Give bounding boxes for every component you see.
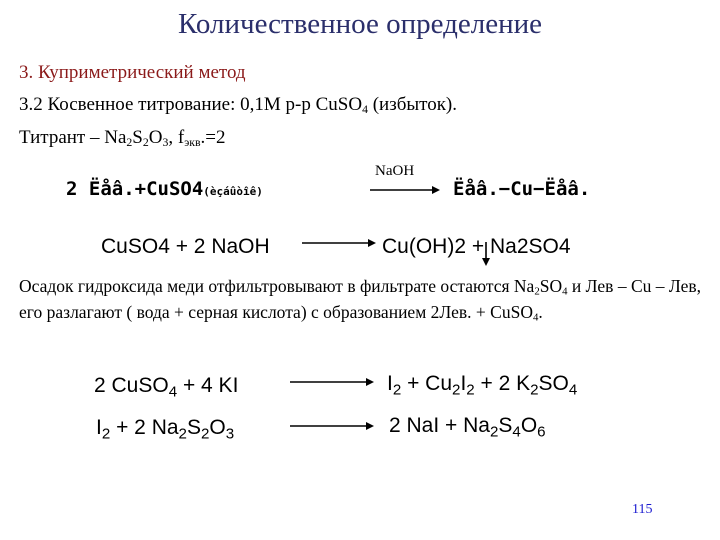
formula-part: + 2 Na bbox=[110, 416, 179, 439]
titrant-text: , f bbox=[168, 127, 185, 148]
formula-part: Cu(OH) bbox=[382, 235, 455, 258]
formula-sub: 4 bbox=[168, 383, 178, 401]
formula-part: CuSO bbox=[101, 235, 159, 258]
formula-sub: 2 bbox=[200, 425, 210, 443]
titrant-text: Титрант – Na bbox=[19, 127, 127, 148]
reaction1-left-sub: (èçáûòîê) bbox=[203, 185, 263, 198]
reaction1-left bbox=[66, 178, 263, 200]
formula-sub: 6 bbox=[537, 423, 546, 441]
paragraph-text: . bbox=[538, 302, 543, 322]
formula-part: 2 NaI + Na bbox=[389, 414, 490, 437]
formula-sub: 2 bbox=[392, 381, 402, 399]
formula-sub: 4 bbox=[568, 381, 578, 399]
titrant-text: .=2 bbox=[200, 127, 226, 148]
formula-part: 2 CuSO bbox=[94, 374, 169, 397]
sub: 4 bbox=[362, 102, 368, 116]
reaction2-right bbox=[382, 235, 571, 259]
page-number: 115 bbox=[632, 502, 653, 517]
formula-sub: 2 bbox=[466, 381, 475, 399]
titrant-text: O bbox=[148, 127, 163, 148]
formula-part: O bbox=[520, 414, 538, 437]
formula-part: I bbox=[387, 372, 393, 395]
formula-sub: 4 bbox=[558, 235, 571, 258]
formula-sub: 2 bbox=[452, 381, 461, 399]
formula-sub: 4 bbox=[512, 423, 521, 441]
reaction1-right: Ëåâ.−Cu−Ëåâ. bbox=[453, 178, 591, 200]
formula-part: + 2 K bbox=[474, 372, 531, 395]
paragraph-text: Осадок гидроксида меди отфильтровывают в фильтрате остаются Na bbox=[19, 276, 535, 296]
sub: экв bbox=[184, 135, 201, 149]
paragraph-text: SO bbox=[539, 276, 563, 296]
reaction4-left bbox=[96, 416, 235, 443]
reaction3-left bbox=[94, 374, 239, 401]
precipitate-arrow-icon bbox=[480, 242, 492, 266]
formula-part: S bbox=[498, 414, 513, 437]
formula-part: O bbox=[209, 416, 226, 439]
indirect-titration-line bbox=[19, 94, 457, 116]
formula-part: + 2 NaOH bbox=[169, 235, 270, 258]
reaction3-arrow-icon bbox=[290, 376, 374, 388]
formula-sub: 4 bbox=[158, 235, 170, 258]
titrant-line bbox=[19, 127, 226, 149]
formula-part: I bbox=[460, 372, 467, 395]
slide-title: Количественное определение bbox=[177, 8, 543, 40]
formula-part: SO bbox=[528, 235, 559, 258]
paragraph-text: и Лев – Cu – Лев, его разлагают ( вода + серная кислота) с образованием 2Лев. + CuSO bbox=[19, 276, 702, 322]
reaction2-left bbox=[101, 235, 270, 259]
reaction4-right bbox=[389, 414, 546, 441]
sub: 2 bbox=[126, 135, 133, 149]
indirect-titration-suffix: (избыток). bbox=[367, 94, 458, 115]
formula-part: SO bbox=[538, 372, 569, 395]
formula-sub: 3 bbox=[225, 425, 235, 443]
explanation-paragraph bbox=[19, 273, 709, 325]
sub: 2 bbox=[142, 135, 149, 149]
sub: 2 bbox=[534, 285, 540, 298]
formula-sub: 2 bbox=[530, 381, 539, 399]
formula-sub: 2 bbox=[516, 235, 529, 258]
formula-sub: 2 bbox=[101, 425, 111, 443]
sub: 4 bbox=[562, 285, 568, 298]
reaction2-arrow-icon bbox=[302, 237, 376, 249]
titrant-text: S bbox=[132, 127, 143, 148]
formula-part: + Na bbox=[466, 235, 517, 258]
formula-sub: 2 bbox=[454, 235, 467, 258]
formula-part: I bbox=[96, 416, 102, 439]
sub: 4 bbox=[532, 311, 539, 324]
formula-part: + 4 KI bbox=[177, 374, 239, 397]
method-subheading: 3. Куприметрический метод bbox=[19, 62, 246, 83]
reaction1-left-main: 2 Ëåâ.+CuSO4 bbox=[66, 178, 204, 200]
formula-sub: 2 bbox=[489, 423, 499, 441]
reaction3-right bbox=[387, 372, 578, 399]
formula-sub: 2 bbox=[178, 425, 187, 443]
sub: 3 bbox=[162, 135, 169, 149]
reaction1-arrow-label: NaOH bbox=[375, 163, 415, 179]
formula-part: S bbox=[186, 416, 201, 439]
reaction1-arrow-icon bbox=[370, 184, 440, 196]
formula-part: + Cu bbox=[401, 372, 453, 395]
indirect-titration-text: 3.2 Косвенное титрование: 0,1М р-р CuSO bbox=[19, 94, 363, 115]
reaction4-arrow-icon bbox=[290, 420, 374, 432]
